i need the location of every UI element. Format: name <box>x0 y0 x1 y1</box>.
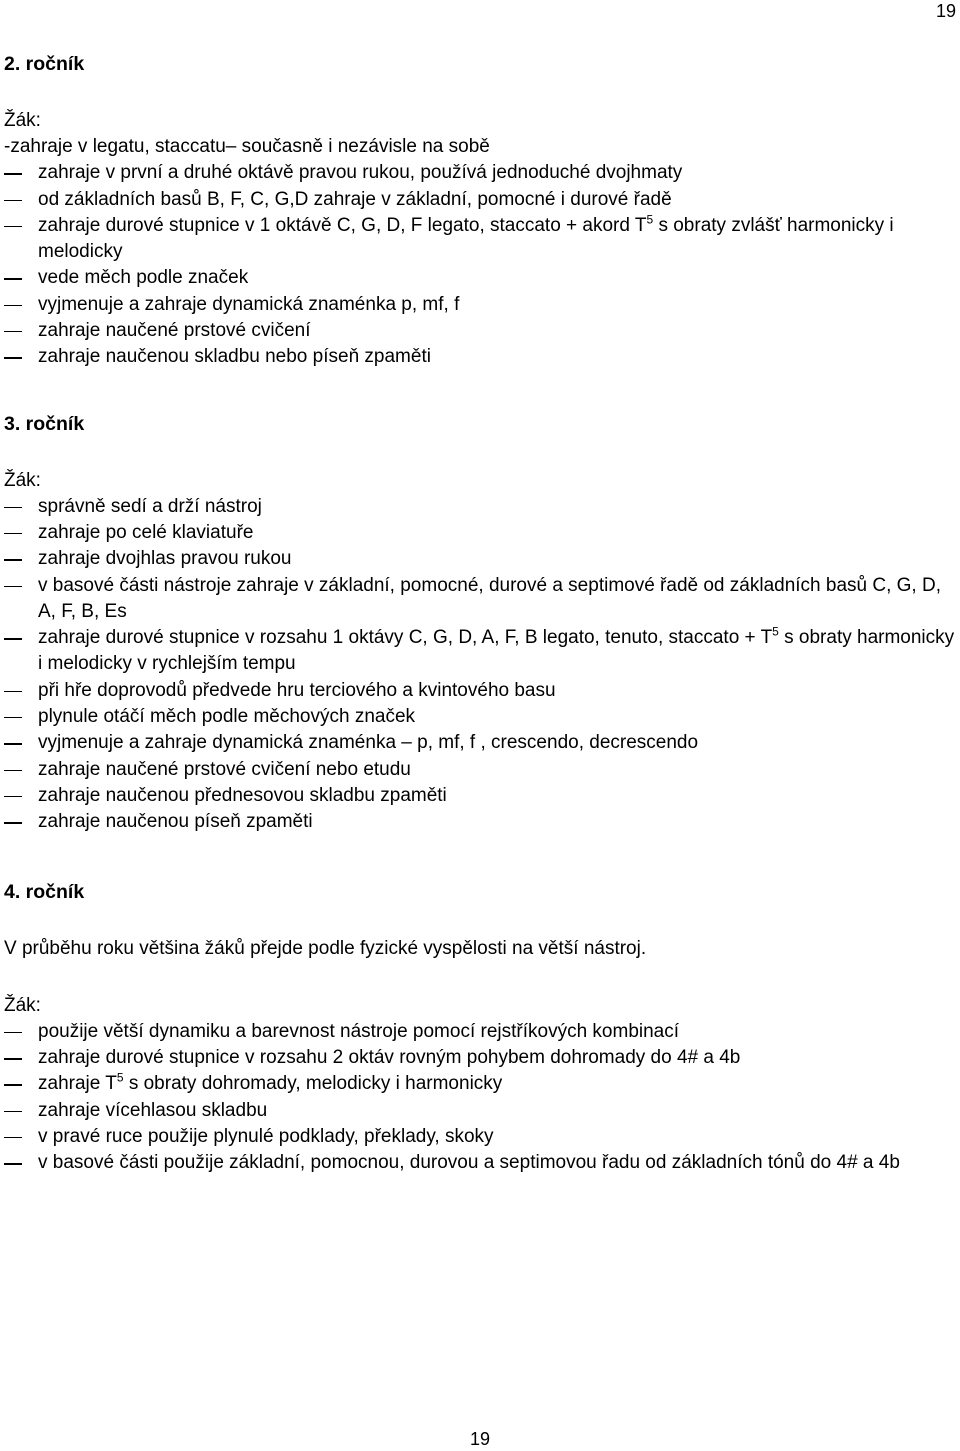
list-item <box>4 1019 956 1045</box>
section-note: V průběhu roku většina žáků přejde podle fyzické vyspělosti na větší nástroj. <box>4 937 647 959</box>
list-item <box>4 213 956 266</box>
list-item <box>4 1071 956 1097</box>
list-item <box>4 730 956 756</box>
page-number-bottom: 19 <box>470 1429 491 1449</box>
list-item-text: s obraty dohromady, melodicky i harmonicky <box>123 1073 503 1095</box>
list-item-text: vyjmenuje a zahraje dynamická znaménka p, mf, f <box>38 293 460 315</box>
list-item-text: v basové části nástroje zahraje v základní, pomocné, durové a septimové řadě od základních basů C, G, D, A, F, B, Es <box>38 574 941 622</box>
item-list <box>4 160 956 370</box>
pupil-label: Žák: <box>4 994 41 1016</box>
list-item <box>4 1150 956 1176</box>
list-item <box>4 678 956 704</box>
list-item <box>4 757 956 783</box>
list-item <box>4 809 956 835</box>
list-item <box>4 494 956 520</box>
item-list <box>4 494 956 836</box>
list-item-text: zahraje v první a druhé oktávě pravou rukou, používá jednoduché dvojhmaty <box>38 162 683 184</box>
list-item <box>4 160 956 186</box>
list-item-text: v basové části použije základní, pomocnou, durovou a septimovou řadu od základních tónů do 4# a 4b <box>38 1152 900 1174</box>
document-body <box>4 51 956 1177</box>
list-item-text: zahraje durové stupnice v 1 oktávě C, G, D, F legato, staccato + akord T <box>38 214 647 236</box>
list-item <box>4 344 956 370</box>
list-item-text: vede měch podle značek <box>38 267 249 289</box>
list-item-text: zahraje dvojhlas pravou rukou <box>38 548 292 570</box>
list-item-text: s obraty zvlášť harmonicky i melodicky <box>38 214 894 263</box>
page-number-top: 19 <box>935 1 956 21</box>
list-item-text: zahraje durové stupnice v rozsahu 2 oktáv rovným pohybem dohromady do 4# a 4b <box>38 1047 741 1069</box>
section-intro: -zahraje v legatu, staccatu– současně i nezávisle na sobě <box>4 136 490 157</box>
pupil-label: Žák: <box>4 110 41 131</box>
section-heading: 3. ročník <box>4 412 85 435</box>
list-item <box>4 704 956 730</box>
list-item-text: zahraje vícehlasou skladbu <box>38 1099 268 1121</box>
list-item-text: vyjmenuje a zahraje dynamická znaménka – p, mf, f , crescendo, decrescendo <box>38 732 699 754</box>
list-item <box>4 292 956 318</box>
list-item <box>4 573 956 626</box>
list-item <box>4 187 956 213</box>
list-item-text: použije větší dynamiku a barevnost nástroje pomocí rejstříkových kombinací <box>38 1020 680 1042</box>
superscript: 5 <box>116 1071 124 1086</box>
list-item <box>4 265 956 291</box>
list-item <box>4 1098 956 1124</box>
section-heading: 4. ročník <box>4 880 85 903</box>
list-item-text: v pravé ruce použije plynulé podklady, překlady, skoky <box>38 1126 494 1148</box>
superscript: 5 <box>646 212 654 227</box>
item-list <box>4 1019 956 1177</box>
list-item-text: zahraje naučené prstové cvičení nebo etudu <box>38 758 411 780</box>
section-heading: 2. ročník <box>4 53 85 75</box>
list-item <box>4 1124 956 1150</box>
list-item <box>4 783 956 809</box>
list-item <box>4 1045 956 1071</box>
list-item <box>4 625 956 678</box>
list-item-text: zahraje naučenou píseň zpaměti <box>38 811 313 833</box>
list-item-text: zahraje naučené prstové cvičení <box>38 320 311 342</box>
list-item-text: s obraty harmonicky i melodicky v rychlejším tempu <box>38 627 955 675</box>
list-item-text: zahraje naučenou skladbu nebo píseň zpaměti <box>38 346 431 368</box>
pupil-label: Žák: <box>4 469 41 491</box>
list-item <box>4 318 956 344</box>
list-item-text: při hře doprovodů předvede hru terciového a kvintového basu <box>38 679 556 701</box>
list-item-text: zahraje naučenou přednesovou skladbu zpaměti <box>38 784 447 806</box>
list-item-text: zahraje T <box>38 1073 117 1095</box>
list-item-text: zahraje durové stupnice v rozsahu 1 oktávy C, G, D, A, F, B legato, tenuto, staccato + T <box>38 627 773 649</box>
superscript: 5 <box>772 624 779 639</box>
list-item <box>4 520 956 546</box>
list-item-text: správně sedí a drží nástroj <box>38 495 262 517</box>
list-item <box>4 546 956 572</box>
list-item-text: zahraje po celé klaviatuře <box>38 521 254 543</box>
list-item-text: od základních basů B, F, C, G,D zahraje v základní, pomocné i durové řadě <box>38 188 672 210</box>
list-item-text: plynule otáčí měch podle měchových značek <box>38 706 416 728</box>
